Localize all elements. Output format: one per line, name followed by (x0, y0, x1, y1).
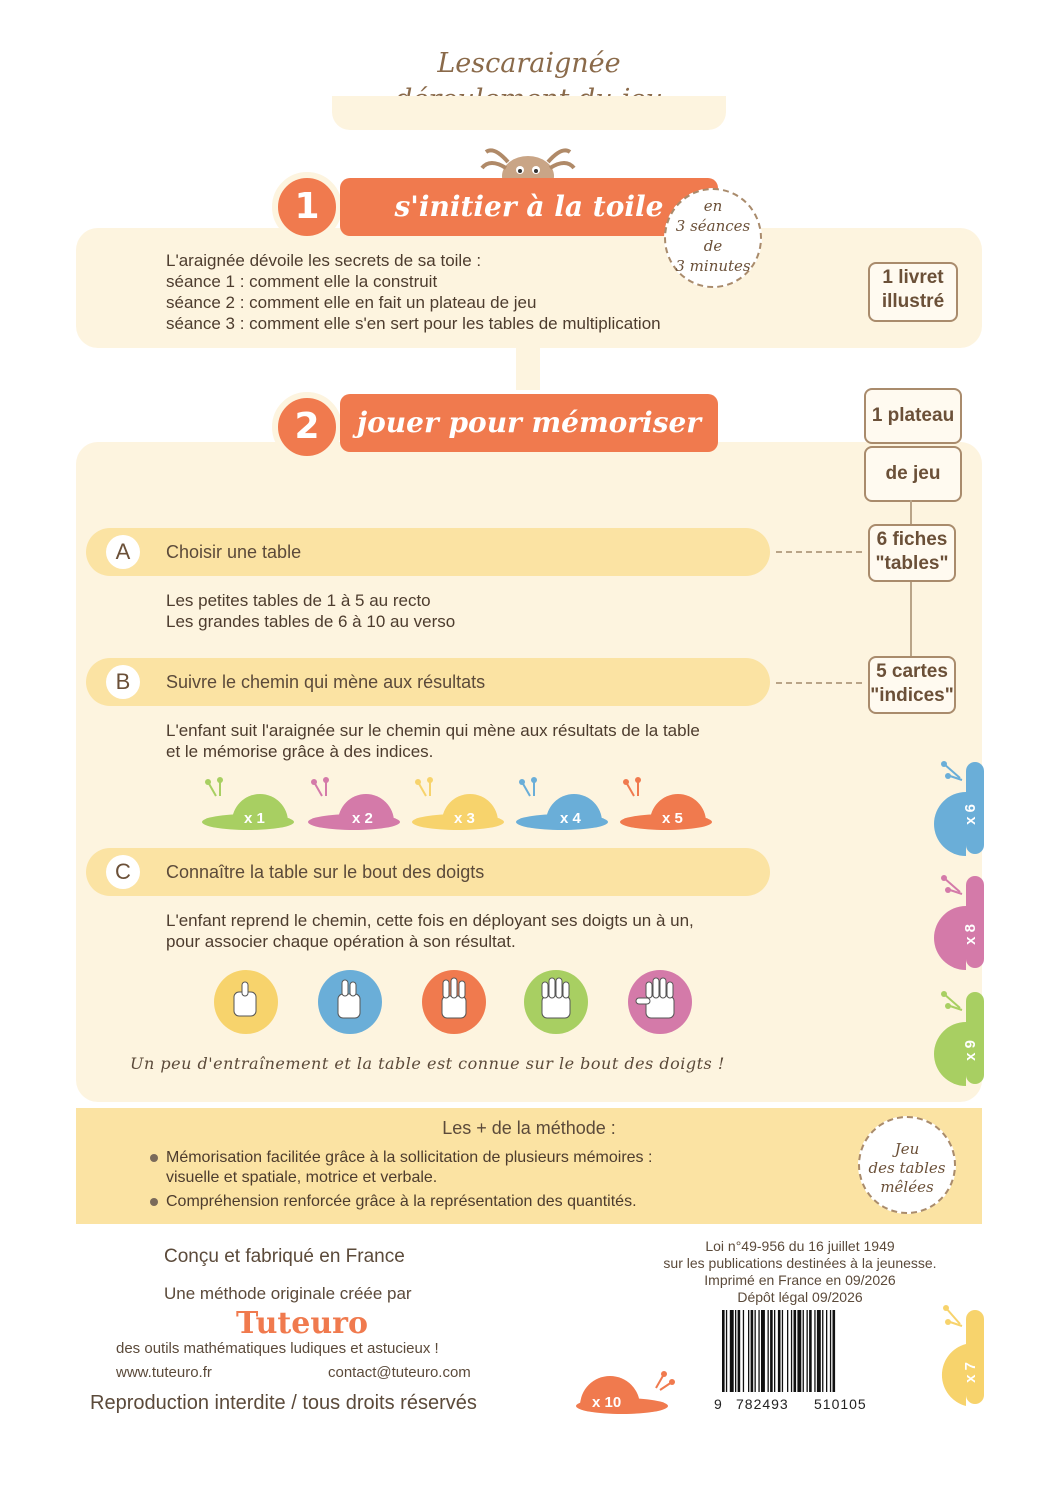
step-c-letter: C (106, 855, 140, 889)
section1-text (166, 250, 661, 334)
mixed-tables-seal (858, 1116, 956, 1214)
barcode-bar (782, 1310, 783, 1392)
hand-one-icon (214, 970, 278, 1034)
barcode-bar (738, 1310, 741, 1392)
cards-box (868, 656, 956, 714)
session-line: séance 2 : comment elle en fait un plateau de jeu (166, 293, 537, 312)
step-b-dash (776, 682, 862, 684)
bullet-text: Compréhension renforcée grâce à la représentation des quantités. (166, 1193, 637, 1210)
step-b-title: Suivre le chemin qui mène aux résultats (166, 672, 486, 692)
email-link[interactable]: contact@tuteuro.com (328, 1364, 471, 1381)
hand-five-icon (628, 970, 692, 1034)
side-snail-x8 (920, 872, 984, 972)
sessions-seal (664, 188, 762, 288)
box-line: "tables" (875, 553, 949, 574)
snail-label: x 10 (592, 1394, 622, 1411)
session-line: séance 1 : comment elle la construit (166, 272, 438, 291)
barcode-bar (726, 1310, 727, 1392)
barcode-bar (822, 1310, 823, 1392)
barcode (714, 1308, 884, 1416)
legal-line: Loi n°49-956 du 16 juillet 1949 (705, 1238, 895, 1254)
snail-label: x 5 (662, 810, 683, 827)
barcode-bar (730, 1310, 734, 1392)
barcode-bar (774, 1310, 775, 1392)
box-line: illustré (881, 291, 945, 312)
closing-note: Un peu d'entraînement et la table est connue sur le bout des doigts ! (130, 1054, 725, 1073)
spider-icon (478, 138, 578, 178)
hand-glyph (524, 970, 588, 1034)
barcode-bar (761, 1310, 765, 1392)
step-line: et le mémorise grâce à des indices. (166, 742, 434, 761)
barcode-bar (803, 1310, 804, 1392)
snail-label: x 8 (961, 924, 979, 945)
section1-intro: L'araignée dévoile les secrets de sa toile : (166, 251, 482, 270)
method-by: Une méthode originale créée par (164, 1284, 412, 1303)
snail-icon (920, 1304, 984, 1408)
step-line: Les grandes tables de 6 à 10 au verso (166, 612, 456, 631)
step-b-text (166, 720, 700, 762)
box-line: 1 livret (882, 267, 944, 288)
barcode-bar (770, 1310, 773, 1392)
barcode-bar (758, 1310, 759, 1392)
snail-x3 (408, 770, 508, 832)
seal-line: des tables (868, 1159, 946, 1177)
side-snail-x6 (920, 758, 984, 858)
bullet-icon (150, 1154, 158, 1162)
barcode-bar (735, 1310, 736, 1392)
title-shelf (332, 96, 726, 130)
barcode-digits-left: 782493 (736, 1396, 789, 1412)
legal-line: Dépôt légal 09/2026 (737, 1289, 863, 1305)
legal-line: sur les publications destinées à la jeunesse. (663, 1255, 937, 1271)
barcode-digits-right: 510105 (814, 1396, 867, 1412)
step-line: Les petites tables de 1 à 5 au recto (166, 591, 431, 610)
barcode-bar (817, 1310, 821, 1392)
snail-label: x 4 (560, 810, 581, 827)
barcode-bar (755, 1310, 756, 1392)
step-c-title: Connaître la table sur le bout des doigts (166, 862, 485, 882)
method-title: Les + de la méthode : (442, 1118, 616, 1138)
hand-two-icon (318, 970, 382, 1034)
method-bullets (150, 1148, 652, 1212)
barcode-bars (714, 1308, 884, 1394)
step-line: L'enfant suit l'araignée sur le chemin qui mène aux résultats de la table (166, 721, 700, 740)
booklet-box (868, 262, 958, 322)
brand-logo: Tuteuro (236, 1306, 368, 1341)
hand-glyph (214, 970, 278, 1034)
snail-label: x 1 (244, 810, 265, 827)
barcode-bar (809, 1310, 812, 1392)
connector (516, 346, 540, 390)
snail-x5 (616, 770, 716, 832)
barcode-bar (751, 1310, 754, 1392)
snail-x1 (198, 770, 298, 832)
legal-line: Imprimé en France en 09/2026 (704, 1272, 896, 1288)
hand-four-icon (524, 970, 588, 1034)
section1-banner: s'initier à la toile (340, 178, 718, 236)
barcode-bar (778, 1310, 781, 1392)
seal-line: mêlées (880, 1178, 934, 1196)
step-b-letter: B (106, 665, 140, 699)
session-line: séance 3 : comment elle s'en sert pour les tables de multiplication (166, 314, 661, 333)
sheets-box (868, 524, 956, 582)
made-in-france: Conçu et fabriqué en France (164, 1246, 405, 1267)
box-line: 5 cartes (876, 661, 948, 682)
hand-three-icon (422, 970, 486, 1034)
barcode-bar (743, 1310, 744, 1392)
rights-notice: Reproduction interdite / tous droits réservés (90, 1392, 477, 1414)
hand-glyph (318, 970, 382, 1034)
snail-x2 (304, 770, 404, 832)
step-c-text (166, 910, 694, 952)
seal-line: de (703, 237, 723, 255)
board-box-bottom: de jeu (864, 446, 962, 502)
tagline: des outils mathématiques ludiques et astucieux ! (116, 1340, 439, 1357)
bottom-snail-x10 (572, 1352, 682, 1416)
snail-icon (920, 872, 984, 972)
barcode-bar (748, 1310, 749, 1392)
section2-banner: jouer pour mémoriser (340, 394, 718, 452)
website-link[interactable]: www.tuteuro.fr (116, 1364, 212, 1381)
side-snail-x9 (920, 988, 984, 1088)
side-snail-x7 (920, 1304, 984, 1408)
snail-icon (920, 988, 984, 1088)
seal-line: 3 séances (675, 217, 751, 235)
step-a-letter: A (106, 535, 140, 569)
barcode-bar (797, 1310, 801, 1392)
barcode-bar (814, 1310, 815, 1392)
section2-number: 2 (272, 392, 342, 462)
snail-icon (572, 1352, 682, 1416)
box-line: "indices" (870, 685, 954, 706)
barcode-bar (826, 1310, 827, 1392)
box-line: 6 fiches (876, 529, 948, 550)
barcode-bar (787, 1310, 788, 1392)
barcode-bar (807, 1310, 808, 1392)
step-a-text (166, 590, 455, 632)
step-line: L'enfant reprend le chemin, cette fois en déployant ses doigts un à un, (166, 911, 694, 930)
step-a-title: Choisir une table (166, 542, 302, 562)
section1-number: 1 (272, 172, 342, 242)
snail-x4 (512, 770, 612, 832)
snail-label: x 9 (961, 1040, 979, 1061)
method-bullet (150, 1192, 652, 1212)
snail-label: x 6 (961, 804, 979, 825)
step-line: pour associer chaque opération à son résultat. (166, 932, 516, 951)
step-a-dash (776, 551, 862, 553)
barcode-bar (768, 1310, 769, 1392)
board-box-top: 1 plateau (864, 388, 962, 444)
method-bullet (150, 1148, 652, 1168)
barcode-bar (722, 1310, 725, 1392)
seal-line: Jeu (894, 1140, 920, 1158)
snail-label: x 3 (454, 810, 475, 827)
snail-label: x 2 (352, 810, 373, 827)
snail-label: x 7 (961, 1362, 979, 1383)
barcode-bar (794, 1310, 797, 1392)
barcode-digit-first: 9 (714, 1396, 722, 1412)
legal-block (640, 1238, 960, 1306)
barcode-bar (833, 1310, 836, 1392)
bullet-text: visuelle et spatiale, motrice et verbale. (166, 1169, 438, 1186)
bullet-icon (150, 1198, 158, 1206)
seal-line: 3 minutes (675, 257, 751, 275)
hand-glyph (422, 970, 486, 1034)
barcode-bar (830, 1310, 831, 1392)
seal-line: en (703, 197, 723, 215)
hand-glyph (628, 970, 692, 1034)
bullet-text: Mémorisation facilitée grâce à la sollicitation de plusieurs mémoires : (166, 1149, 653, 1166)
page-title: Lescaraignée (437, 48, 621, 79)
barcode-bar (791, 1310, 792, 1392)
